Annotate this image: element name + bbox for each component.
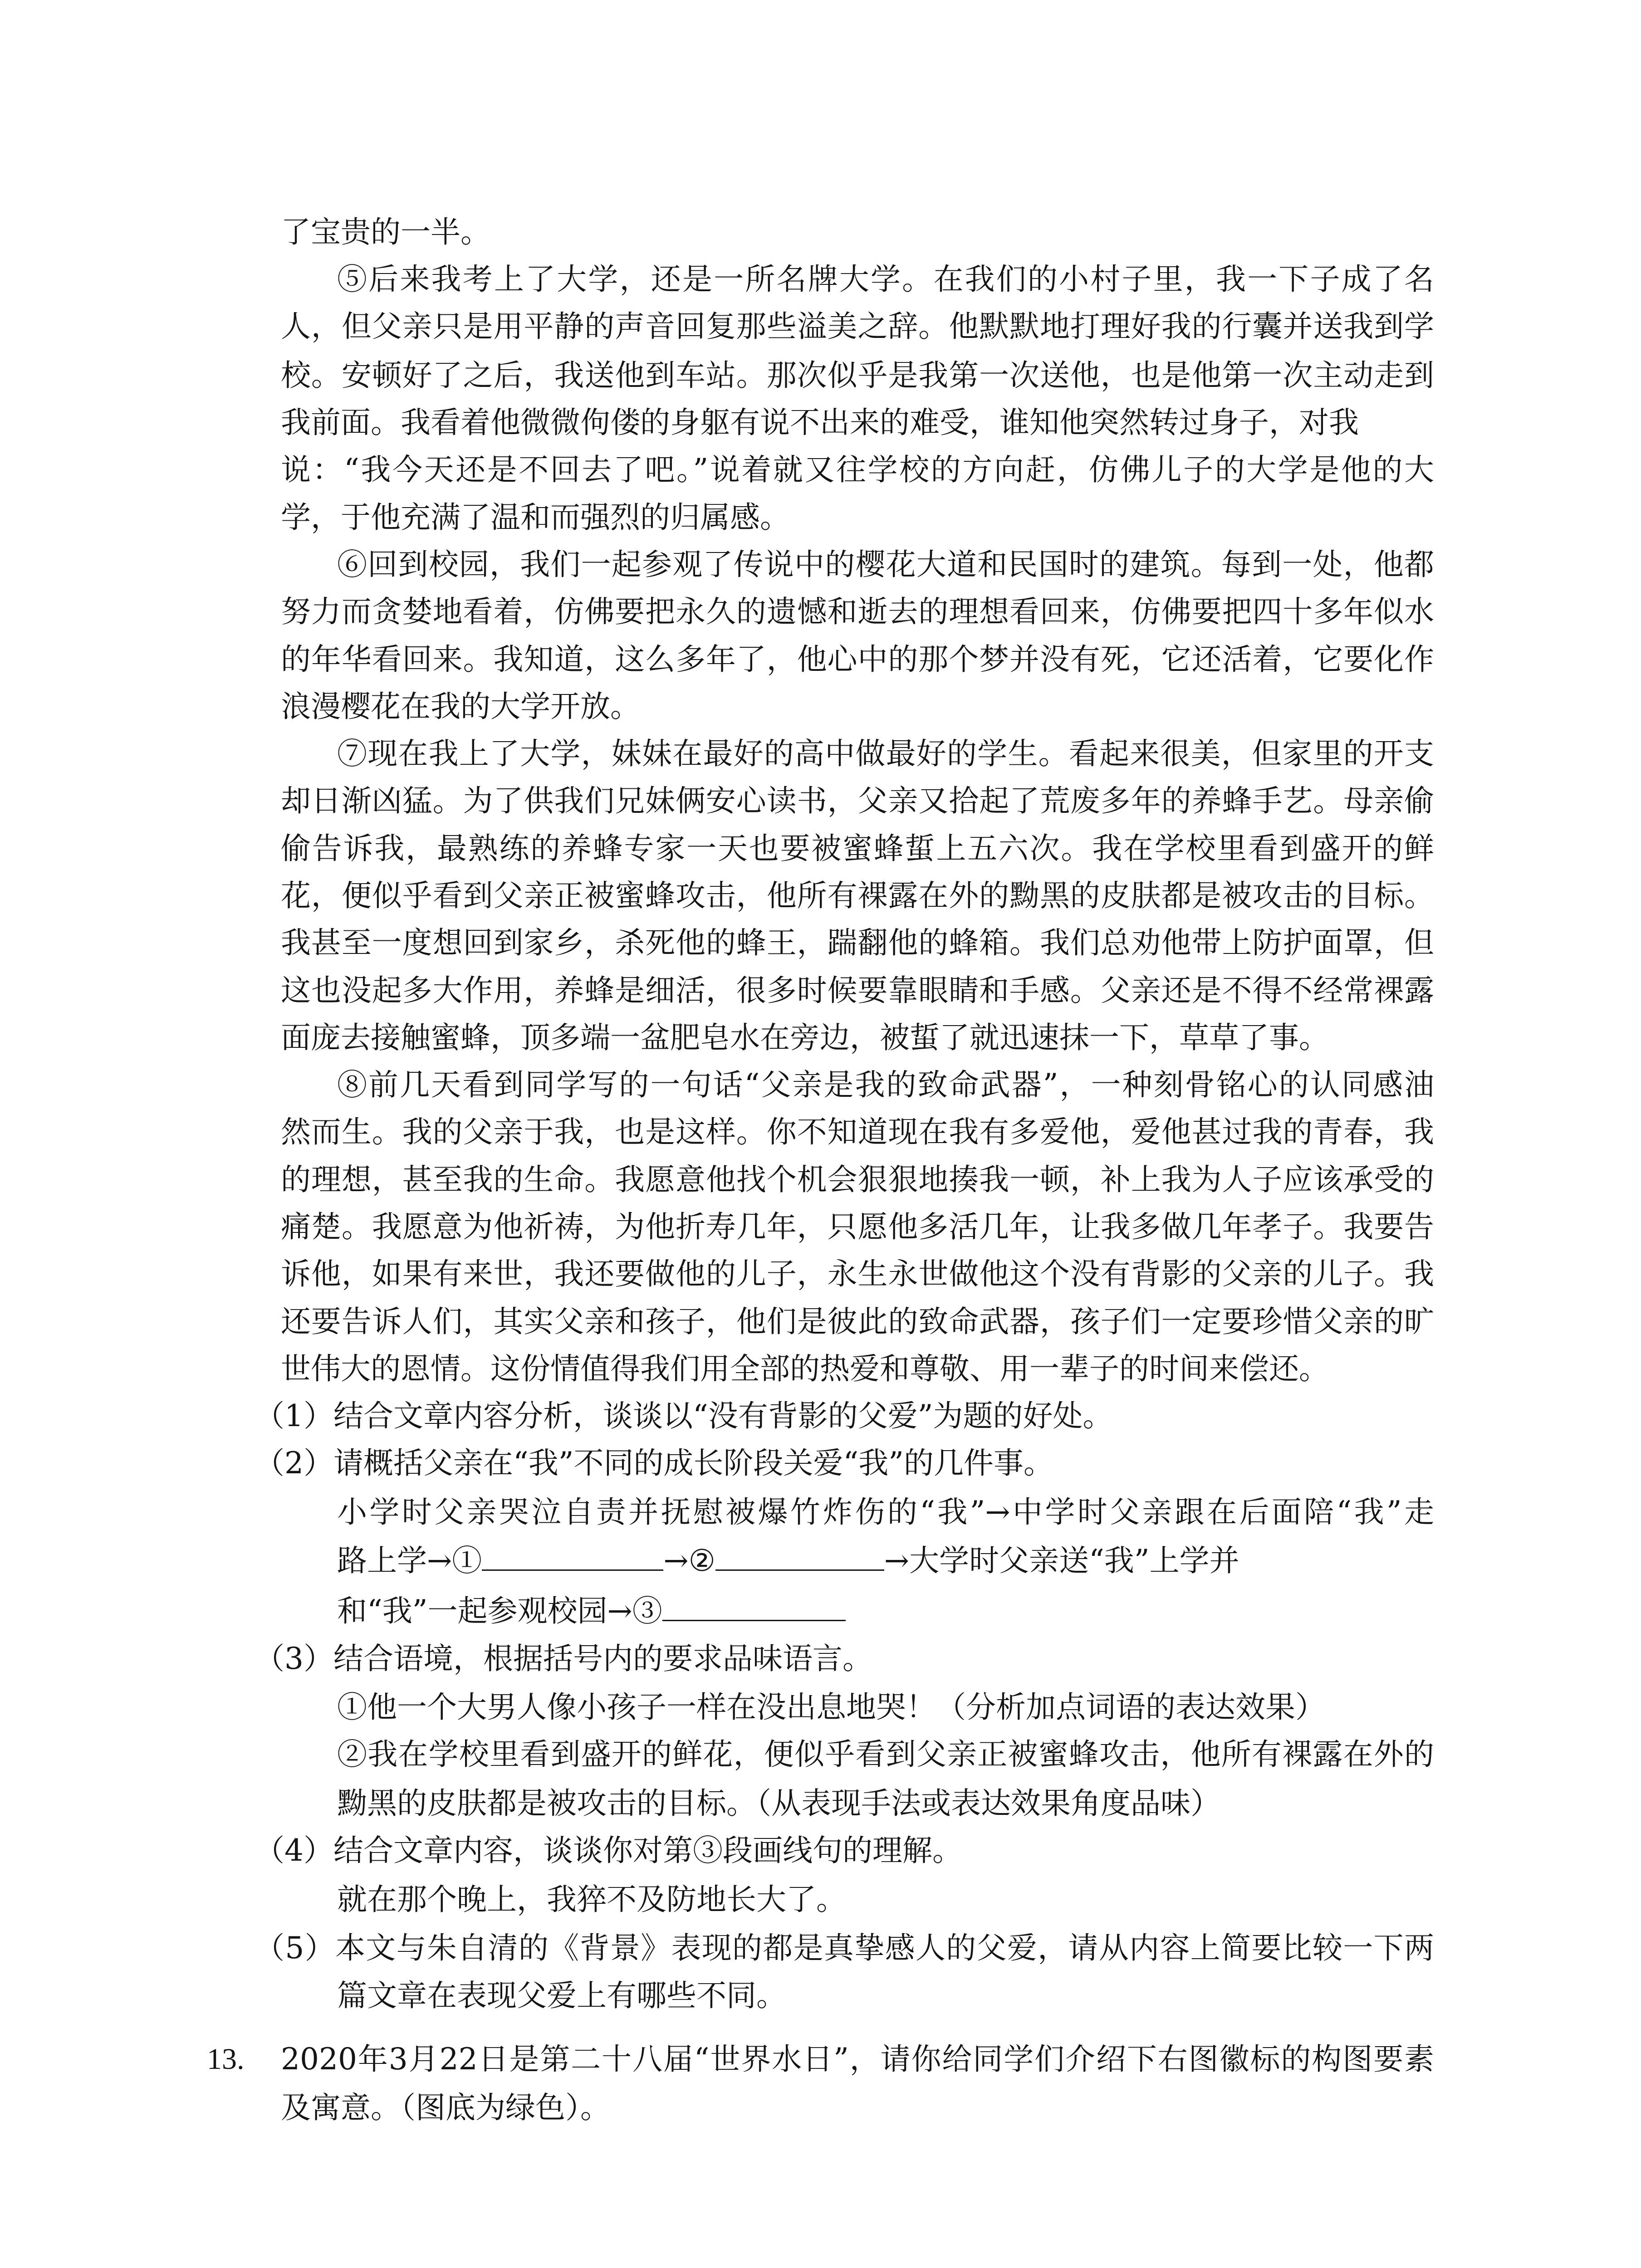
question-line: 2020年3月22日是第二十八届“世界水日”，请你给同学们介绍下右图徽标的构图要素: [281, 2042, 1434, 2077]
question-1: （1）结合文章内容分析，谈谈以“没有背影的父爱”为题的好处。: [255, 1398, 1113, 1433]
passage-line: 的年华看回来。我知道，这么多年了，他心中的那个梦并没有死，它还活着，它要化作: [281, 642, 1434, 677]
passage-line: 我前面。我看着他微微佝偻的身躯有说不出来的难受，谁知他突然转过身子，对我: [281, 405, 1359, 440]
passage-line: 校。安顿好了之后，我送他到车站。那次似乎是我第一次送他，也是他第一次主动走到: [281, 358, 1434, 393]
passage-line: 面庞去接触蜜蜂，顶多端一盆肥皂水在旁边，被蜇了就迅速抹一下，草草了事。: [281, 1020, 1329, 1055]
passage-line: 我甚至一度想回到家乡，杀死他的蜂王，踹翻他的蜂箱。我们总劝他带上防护面罩，但: [281, 925, 1434, 960]
passage-line: ⑥回到校园，我们一起参观了传说中的樱花大道和民国时的建筑。每到一处，他都: [337, 547, 1434, 582]
passage-line: 痛楚。我愿意为他祈祷，为他折寿几年，只愿他多活几年，让我多做几年孝子。我要告: [281, 1209, 1434, 1244]
passage-line: 的理想，甚至我的生命。我愿意他找个机会狠狠地揍我一顿，补上我为人子应该承受的: [281, 1162, 1434, 1197]
passage-line: 花，便似乎看到父亲正被蜜蜂攻击，他所有裸露在外的黝黑的皮肤都是被攻击的目标。: [281, 878, 1434, 913]
passage-line: 这也没起多大作用，养蜂是细活，很多时候要靠眼睛和手感。父亲还是不得不经常裸露: [281, 973, 1434, 1008]
passage-line: 诉他，如果有来世，我还要做他的儿子，永生永世做他这个没有背影的父亲的儿子。我: [281, 1256, 1434, 1291]
answer-blank-3: [662, 1593, 846, 1621]
passage-line: 人，但父亲只是用平静的声音回复那些溢美之辞。他默默地打理好我的行囊并送我到学: [281, 309, 1434, 344]
fill-in-text: 和“我”一起参观校园→③: [337, 1593, 662, 1628]
passage-line: ⑦现在我上了大学，妹妹在最好的高中做最好的学生。看起来很美，但家里的开支: [337, 736, 1434, 771]
answer-blank-2: [715, 1542, 884, 1571]
passage-line: ⑧前几天看到同学写的一句话“父亲是我的致命武器”，一种刻骨铭心的认同感油: [337, 1067, 1434, 1102]
passage-line: 然而生。我的父亲于我，也是这样。你不知道现在我有多爱他，爱他甚过我的青春，我: [281, 1114, 1434, 1149]
passage-line: 了宝贵的一半。: [281, 215, 490, 249]
question-item: ②我在学校里看到盛开的鲜花，便似乎看到父亲正被蜜蜂攻击，他所有裸露在外的: [337, 1737, 1434, 1772]
fill-in-line: [337, 1592, 1434, 1630]
passage-line: 世伟大的恩情。这份情值得我们用全部的热爱和尊敬、用一辈子的时间来偿还。: [281, 1351, 1329, 1386]
fill-in-text: →大学时父亲送“我”上学并: [884, 1543, 1239, 1578]
question-prompt: （4）结合文章内容，谈谈你对第③段画线句的理解。: [255, 1833, 962, 1868]
fill-in-text: →②: [663, 1543, 715, 1578]
fill-in-line: [337, 1542, 1434, 1580]
question-line: 小学时父亲哭泣自责并抚慰被爆竹炸伤的“我”→中学时父亲跟在后面陪“我”走: [337, 1495, 1434, 1530]
passage-line: 还要告诉人们，其实父亲和孩子，他们是彼此的致命武器，孩子们一定要珍惜父亲的旷: [281, 1304, 1434, 1339]
question-prompt: （5）本文与朱自清的《背景》表现的都是真挚感人的父爱，请从内容上简要比较一下两: [255, 1931, 1434, 1965]
passage-line: ⑤后来我考上了大学，还是一所名牌大学。在我们的小村子里，我一下子成了名: [337, 262, 1434, 297]
question-prompt: （3）结合语境，根据括号内的要求品味语言。: [255, 1641, 872, 1676]
question-prompt: （2）请概括父亲在“我”不同的成长阶段关爱“我”的几件事。: [255, 1446, 1053, 1481]
passage-line: 努力而贪婪地看着，仿佛要把永久的遗憾和逝去的理想看回来，仿佛要把四十多年似水: [281, 594, 1434, 629]
passage-line: 说：“我今天还是不回去了吧。”说着就又往学校的方向赶，仿佛儿子的大学是他的大: [281, 452, 1434, 487]
question-number: 13.: [207, 2043, 245, 2076]
passage-line: 偷告诉我，最熟练的养蜂专家一天也要被蜜蜂蜇上五六次。我在学校里看到盛开的鲜: [281, 831, 1434, 866]
passage-line: 却日渐凶猛。为了供我们兄妹俩安心读书，父亲又拾起了荒废多年的养蜂手艺。母亲偷: [281, 783, 1434, 818]
question-line: 及寓意。（图底为绿色）。: [281, 2090, 610, 2125]
quoted-sentence: 就在那个晚上，我猝不及防地长大了。: [337, 1882, 846, 1917]
question-line: 篇文章在表现父爱上有哪些不同。: [337, 1978, 786, 2013]
passage-line: 浪漫樱花在我的大学开放。: [281, 689, 640, 724]
answer-blank-1: [482, 1542, 663, 1571]
question-item: 黝黑的皮肤都是被攻击的目标。（从表现手法或表达效果角度品味）: [337, 1786, 1220, 1821]
fill-in-text: 路上学→①: [337, 1543, 482, 1578]
question-item: ①他一个大男人像小孩子一样在没出息地哭！（分析加点词语的表达效果）: [337, 1690, 1325, 1725]
passage-line: 学，于他充满了温和而强烈的归属感。: [281, 500, 790, 535]
